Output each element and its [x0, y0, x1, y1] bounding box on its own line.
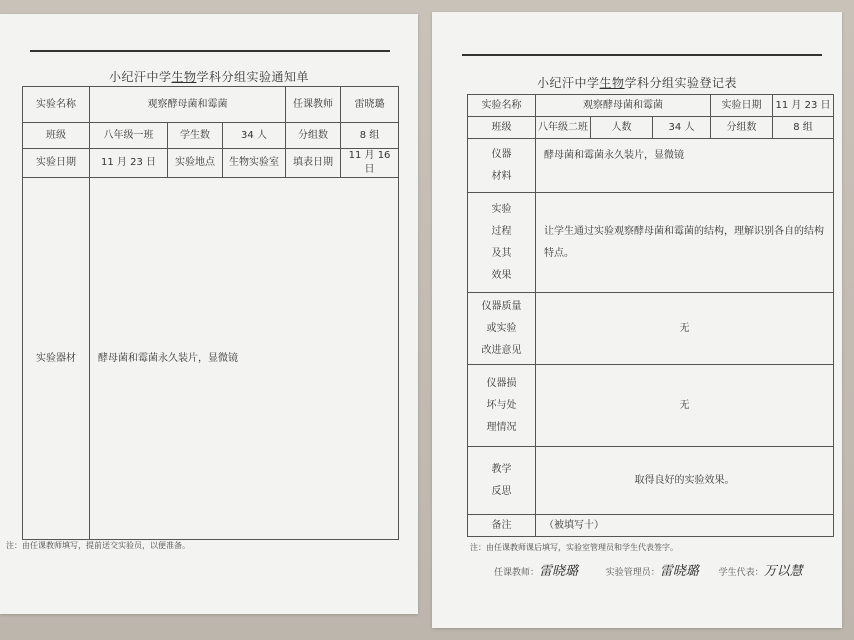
instruments-value: 酵母菌和霉菌永久装片，显微镜 — [536, 139, 834, 193]
table-row — [468, 193, 834, 293]
label-line: 仪器 — [491, 148, 512, 160]
label-process — [468, 193, 536, 293]
record-table — [467, 94, 834, 537]
notice-title — [0, 68, 418, 85]
label-teacher: 任课教师 — [286, 87, 341, 123]
materials-value: 酵母菌和霉菌永久装片，显微镜 — [90, 178, 399, 540]
school-name: 小纪汗中学 — [536, 76, 600, 90]
subject-name: 生物 — [171, 70, 197, 84]
label-date: 实验日期 — [23, 149, 90, 178]
table-row — [468, 365, 834, 447]
label-line: 过程 — [491, 225, 512, 237]
date-value: 11 月 23 日 — [90, 149, 168, 178]
table-row — [468, 117, 834, 139]
date-value: 11 月 23 日 — [773, 95, 834, 117]
remark-value: （被填写十） — [536, 515, 834, 537]
label-experiment-name: 实验名称 — [23, 87, 90, 123]
students-value: 34 人 — [223, 123, 286, 149]
table-row — [468, 447, 834, 515]
quality-value: 无 — [536, 293, 834, 365]
label-remark: 备注 — [468, 515, 536, 537]
form-name: 学科分组实验通知单 — [196, 70, 310, 84]
fill-date-value: 11 月 16 日 — [341, 149, 399, 178]
label-line: 材料 — [491, 170, 512, 182]
label-line: 效果 — [491, 269, 512, 281]
notice-sheet — [0, 14, 418, 614]
table-row — [23, 87, 399, 123]
label-line: 实验 — [491, 203, 512, 215]
class-value: 八年级一班 — [90, 123, 168, 149]
experiment-name: 观察酵母菌和霉菌 — [90, 87, 286, 123]
admin-signature: 雷晓璐 — [659, 564, 699, 579]
label-line: 教学 — [491, 463, 512, 475]
record-footnote: 注：由任课教师课后填写，实验室管理员和学生代表签字。 — [470, 543, 678, 552]
teacher-signature: 雷晓璐 — [539, 564, 579, 579]
table-row — [468, 139, 834, 193]
label-student-signature: 学生代表： — [718, 568, 764, 578]
label-line: 仪器质量 — [481, 300, 522, 312]
header-rule — [462, 54, 822, 56]
label-materials: 实验器材 — [23, 178, 90, 540]
label-groups: 分组数 — [711, 117, 773, 139]
label-admin-signature: 实验管理员： — [605, 568, 660, 578]
table-row — [23, 149, 399, 178]
label-line: 改进意见 — [481, 344, 522, 356]
label-line: 及其 — [491, 247, 512, 259]
record-sheet — [432, 12, 842, 628]
record-title — [432, 74, 842, 91]
label-experiment-name: 实验名称 — [468, 95, 536, 117]
label-line: 反思 — [491, 485, 512, 497]
label-class: 班级 — [23, 123, 90, 149]
class-value: 八年级二班 — [536, 117, 591, 139]
signature-row — [494, 560, 803, 579]
label-line: 或实验 — [486, 322, 517, 334]
label-quality — [468, 293, 536, 365]
label-groups: 分组数 — [286, 123, 341, 149]
label-place: 实验地点 — [168, 149, 223, 178]
label-class: 班级 — [468, 117, 536, 139]
header-rule — [30, 50, 390, 52]
table-row — [23, 178, 399, 540]
groups-value: 8 组 — [341, 123, 399, 149]
student-signature: 万以慧 — [763, 564, 803, 579]
experiment-name: 观察酵母菌和霉菌 — [536, 95, 711, 117]
notice-table — [22, 86, 399, 540]
groups-value: 8 组 — [773, 117, 834, 139]
label-students: 学生数 — [168, 123, 223, 149]
process-value: 让学生通过实验观察酵母菌和霉菌的结构，理解识别各自的结构特点。 — [536, 193, 834, 293]
place-value: 生物实验室 — [223, 149, 286, 178]
table-row — [23, 123, 399, 149]
table-row — [468, 95, 834, 117]
damage-value: 无 — [536, 365, 834, 447]
table-row — [468, 515, 834, 537]
people-value: 34 人 — [653, 117, 711, 139]
subject-name: 生物 — [599, 76, 625, 90]
label-fill-date: 填表日期 — [286, 149, 341, 178]
teacher-name: 雷晓璐 — [341, 87, 399, 123]
school-name: 小纪汗中学 — [108, 70, 172, 84]
label-line: 坏与处 — [486, 399, 517, 411]
label-damage — [468, 365, 536, 447]
reflection-value: 取得良好的实验效果。 — [536, 447, 834, 515]
label-line: 仪器损 — [486, 377, 517, 389]
label-people: 人数 — [591, 117, 653, 139]
notice-footnote: 注：由任课教师填写，提前送交实验员，以便准备。 — [6, 541, 190, 550]
label-reflection — [468, 447, 536, 515]
label-instruments — [468, 139, 536, 193]
form-name: 学科分组实验登记表 — [624, 76, 738, 90]
label-line: 理情况 — [486, 421, 517, 433]
table-row — [468, 293, 834, 365]
label-teacher-signature: 任课教师： — [494, 568, 540, 578]
label-date: 实验日期 — [711, 95, 773, 117]
